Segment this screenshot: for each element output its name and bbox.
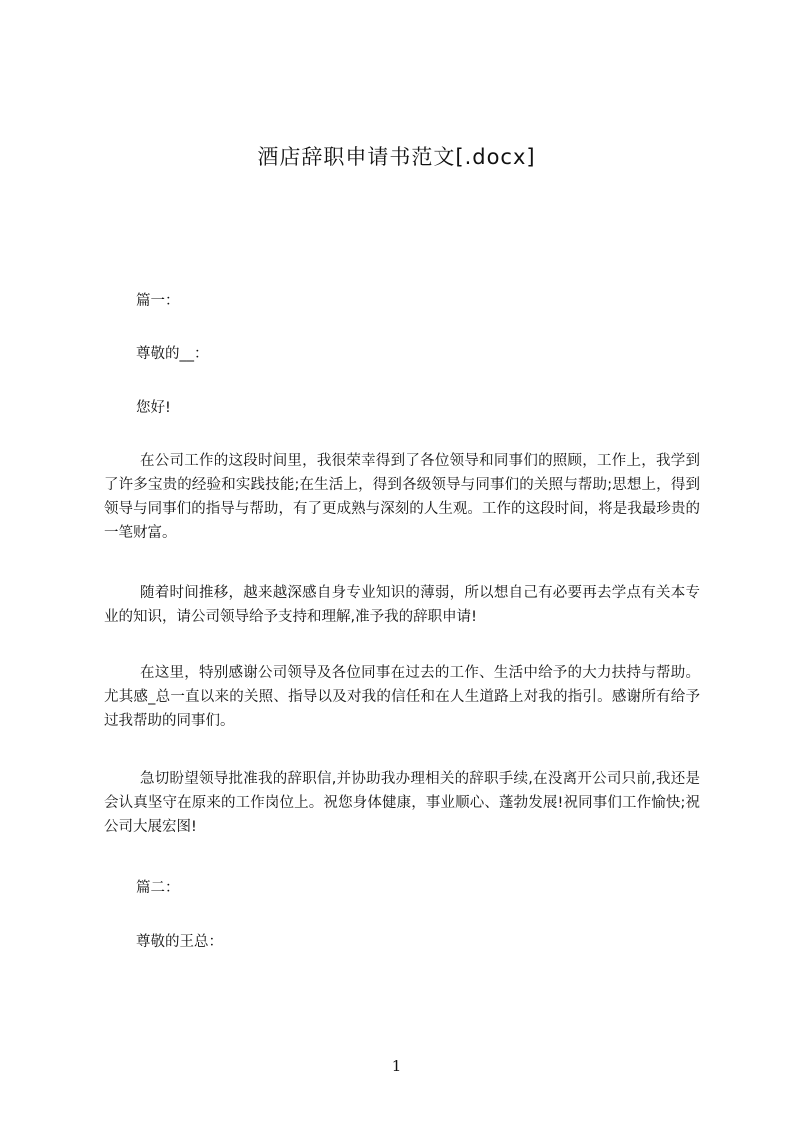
page-number: 1 [391,1057,402,1075]
paragraph-3: 在这里，特别感谢公司领导及各位同事在过去的工作、生活中给予的大力扶持与帮助。尤其感_总一直以来的关照、指导以及对我的信任和在人生道路上对我的指引。感谢所有给予过我帮助的同事们。 [104,665,700,729]
salutation-1: 尊敬的__： [136,346,209,362]
section-heading-2: 篇二： [136,880,180,896]
paragraph-4: 急切盼望领导批准我的辞职信,并协助我办理相关的辞职手续,在没离开公司只前,我还是会认真坚守在原来的工作岗位上。祝您身体健康，事业顺心、蓬勃发展!祝同事们工作愉快;祝公司大展宏图! [104,771,700,835]
greeting: 您好! [136,400,171,416]
paragraph-1: 在公司工作的这段时间里，我很荣幸得到了各位领导和同事们的照顾，工作上，我学到了许多宝贵的经验和实践技能;在生活上，得到各级领导与同事们的关照与帮助;思想上，得到领导与同事们的指导与帮助，有了更成熟与深刻的人生观。工作的这段时间，将是我最珍贵的一笔财富。 [104,453,700,541]
document-title: 酒店辞职申请书范文[.docx] [257,145,536,169]
salutation-2: 尊敬的王总： [136,934,223,950]
paragraph-2: 随着时间推移，越来越深感自身专业知识的薄弱，所以想自己有必要再去学点有关本专业的知识，请公司领导给予支持和理解,准予我的辞职申请! [104,585,700,625]
section-heading-1: 篇一： [136,293,180,309]
